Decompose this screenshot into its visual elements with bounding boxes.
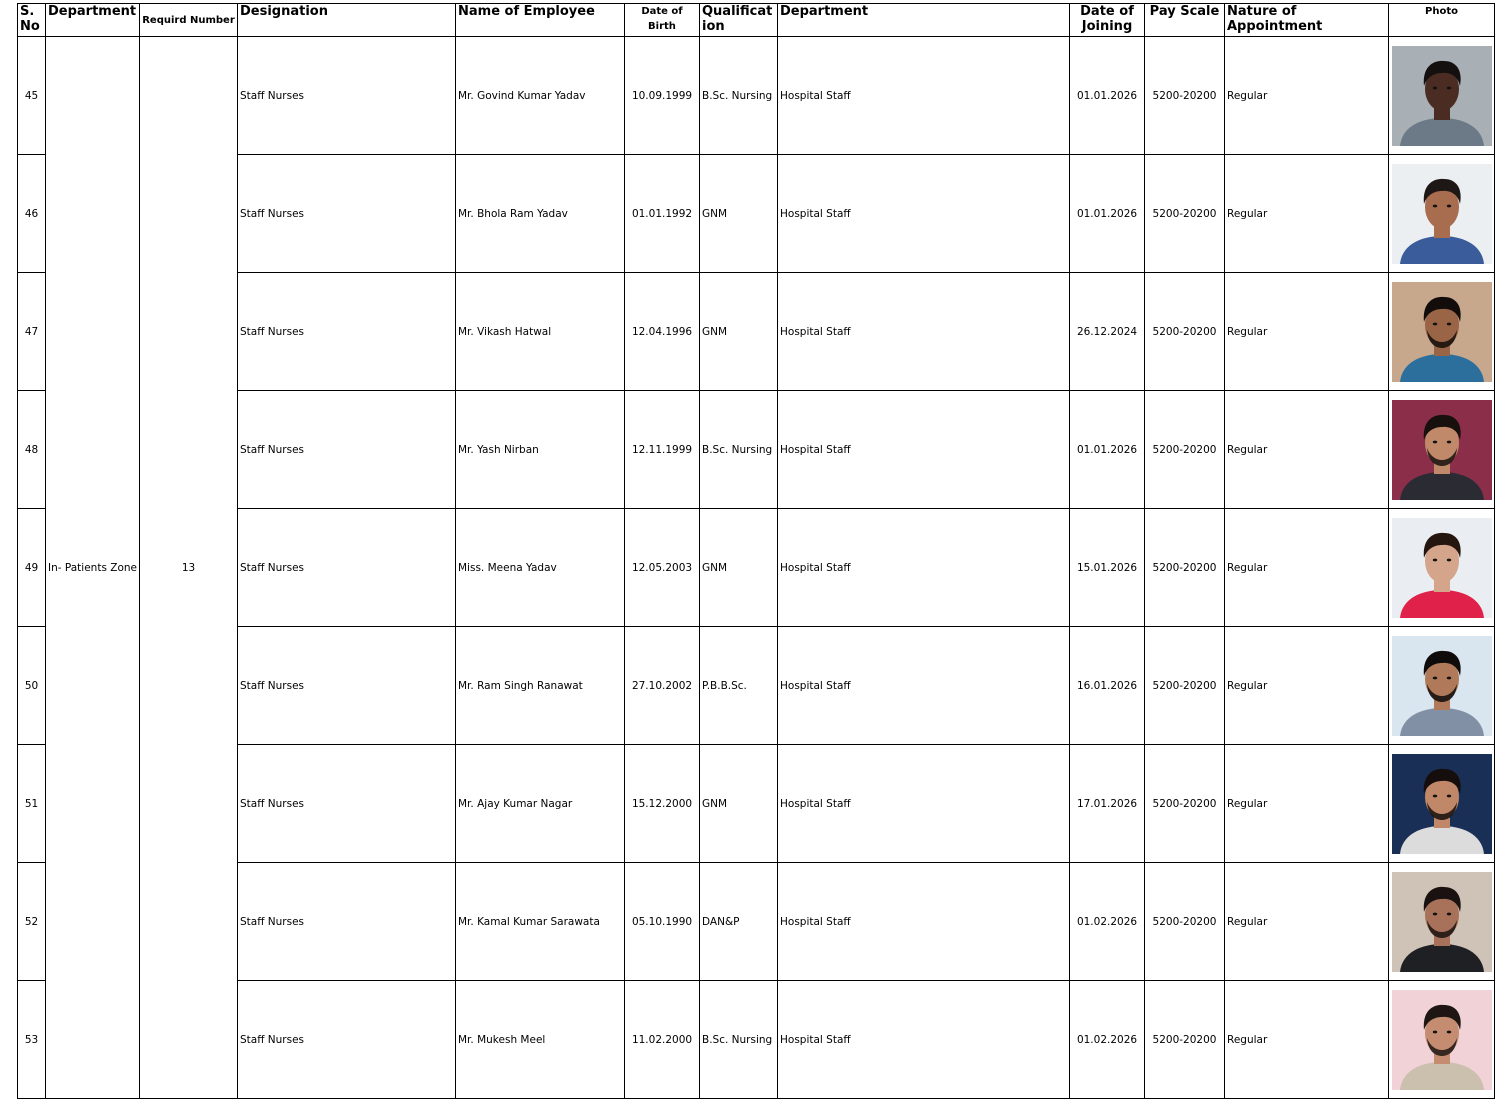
cell-department-2: Hospital Staff xyxy=(778,745,1070,863)
cell-pay-scale: 5200-20200 xyxy=(1145,37,1225,155)
employee-photo xyxy=(1392,872,1492,972)
cell-pay-scale: 5200-20200 xyxy=(1145,981,1225,1099)
cell-name: Miss. Meena Yadav xyxy=(456,509,625,627)
cell-dob: 11.02.2000 xyxy=(625,981,700,1099)
cell-sno: 51 xyxy=(18,745,46,863)
cell-sno: 52 xyxy=(18,863,46,981)
cell-nature: Regular xyxy=(1225,981,1389,1099)
table-row xyxy=(18,745,1495,863)
cell-photo xyxy=(1389,509,1495,627)
cell-department-2: Hospital Staff xyxy=(778,273,1070,391)
cell-designation: Staff Nurses xyxy=(238,37,456,155)
cell-doj: 17.01.2026 xyxy=(1070,745,1145,863)
cell-photo xyxy=(1389,391,1495,509)
cell-qualification: GNM xyxy=(700,273,778,391)
header-doj: Date of Joining xyxy=(1070,4,1145,37)
header-photo: Photo xyxy=(1389,4,1495,37)
cell-sno: 50 xyxy=(18,627,46,745)
cell-name: Mr. Ram Singh Ranawat xyxy=(456,627,625,745)
cell-dob: 01.01.1992 xyxy=(625,155,700,273)
header-dob: Date of Birth xyxy=(625,4,700,37)
cell-designation: Staff Nurses xyxy=(238,509,456,627)
cell-qualification: GNM xyxy=(700,745,778,863)
cell-photo xyxy=(1389,863,1495,981)
cell-pay-scale: 5200-20200 xyxy=(1145,391,1225,509)
cell-pay-scale: 5200-20200 xyxy=(1145,155,1225,273)
cell-photo xyxy=(1389,37,1495,155)
cell-sno: 45 xyxy=(18,37,46,155)
cell-designation: Staff Nurses xyxy=(238,273,456,391)
cell-department-2: Hospital Staff xyxy=(778,391,1070,509)
cell-dob: 10.09.1999 xyxy=(625,37,700,155)
cell-qualification: B.Sc. Nursing xyxy=(700,37,778,155)
employee-photo xyxy=(1392,990,1492,1090)
cell-name: Mr. Ajay Kumar Nagar xyxy=(456,745,625,863)
cell-dob: 15.12.2000 xyxy=(625,745,700,863)
cell-doj: 01.01.2026 xyxy=(1070,37,1145,155)
table-row xyxy=(18,37,1495,155)
table-row xyxy=(18,155,1495,273)
cell-nature: Regular xyxy=(1225,155,1389,273)
cell-photo xyxy=(1389,981,1495,1099)
cell-designation: Staff Nurses xyxy=(238,391,456,509)
cell-department-2: Hospital Staff xyxy=(778,37,1070,155)
header-department-2: Department xyxy=(778,4,1070,37)
cell-doj: 15.01.2026 xyxy=(1070,509,1145,627)
header-sno: S. No xyxy=(18,4,46,37)
header-required-number: Requird Number xyxy=(140,4,238,37)
cell-doj: 01.02.2026 xyxy=(1070,981,1145,1099)
cell-designation: Staff Nurses xyxy=(238,863,456,981)
cell-required-number: 13 xyxy=(140,37,238,1099)
cell-department-2: Hospital Staff xyxy=(778,863,1070,981)
cell-nature: Regular xyxy=(1225,863,1389,981)
header-nature: Nature of Appointment xyxy=(1225,4,1389,37)
cell-qualification: B.Sc. Nursing xyxy=(700,981,778,1099)
cell-sno: 49 xyxy=(18,509,46,627)
cell-nature: Regular xyxy=(1225,745,1389,863)
cell-doj: 26.12.2024 xyxy=(1070,273,1145,391)
employee-photo xyxy=(1392,636,1492,736)
cell-department-2: Hospital Staff xyxy=(778,155,1070,273)
table-header xyxy=(18,4,1495,37)
cell-qualification: DAN&P xyxy=(700,863,778,981)
cell-dob: 12.04.1996 xyxy=(625,273,700,391)
cell-qualification: B.Sc. Nursing xyxy=(700,391,778,509)
cell-doj: 01.02.2026 xyxy=(1070,863,1145,981)
cell-pay-scale: 5200-20200 xyxy=(1145,273,1225,391)
cell-qualification: GNM xyxy=(700,155,778,273)
cell-name: Mr. Bhola Ram Yadav xyxy=(456,155,625,273)
cell-nature: Regular xyxy=(1225,627,1389,745)
header-department: Department xyxy=(46,4,140,37)
cell-nature: Regular xyxy=(1225,509,1389,627)
cell-dob: 05.10.1990 xyxy=(625,863,700,981)
staff-table xyxy=(17,3,1495,1099)
cell-sno: 47 xyxy=(18,273,46,391)
cell-doj: 16.01.2026 xyxy=(1070,627,1145,745)
cell-sno: 46 xyxy=(18,155,46,273)
cell-designation: Staff Nurses xyxy=(238,627,456,745)
table-row xyxy=(18,509,1495,627)
cell-name: Mr. Vikash Hatwal xyxy=(456,273,625,391)
cell-photo xyxy=(1389,155,1495,273)
table-row xyxy=(18,863,1495,981)
employee-photo xyxy=(1392,518,1492,618)
cell-designation: Staff Nurses xyxy=(238,745,456,863)
cell-pay-scale: 5200-20200 xyxy=(1145,863,1225,981)
cell-dob: 12.11.1999 xyxy=(625,391,700,509)
cell-department-2: Hospital Staff xyxy=(778,627,1070,745)
employee-photo xyxy=(1392,164,1492,264)
employee-photo xyxy=(1392,400,1492,500)
cell-department: In- Patients Zone xyxy=(46,37,140,1099)
cell-designation: Staff Nurses xyxy=(238,981,456,1099)
header-pay-scale: Pay Scale xyxy=(1145,4,1225,37)
table-row xyxy=(18,627,1495,745)
cell-photo xyxy=(1389,627,1495,745)
cell-pay-scale: 5200-20200 xyxy=(1145,627,1225,745)
cell-qualification: P.B.B.Sc. xyxy=(700,627,778,745)
cell-name: Mr. Yash Nirban xyxy=(456,391,625,509)
employee-photo xyxy=(1392,46,1492,146)
cell-doj: 01.01.2026 xyxy=(1070,155,1145,273)
employee-photo xyxy=(1392,282,1492,382)
cell-name: Mr. Govind Kumar Yadav xyxy=(456,37,625,155)
cell-nature: Regular xyxy=(1225,391,1389,509)
employee-photo xyxy=(1392,754,1492,854)
cell-dob: 12.05.2003 xyxy=(625,509,700,627)
cell-name: Mr. Kamal Kumar Sarawata xyxy=(456,863,625,981)
cell-department-2: Hospital Staff xyxy=(778,509,1070,627)
table-row xyxy=(18,273,1495,391)
cell-pay-scale: 5200-20200 xyxy=(1145,745,1225,863)
cell-dob: 27.10.2002 xyxy=(625,627,700,745)
cell-photo xyxy=(1389,745,1495,863)
cell-pay-scale: 5200-20200 xyxy=(1145,509,1225,627)
table-row xyxy=(18,391,1495,509)
table-row xyxy=(18,981,1495,1099)
table-body xyxy=(18,37,1495,1099)
header-designation: Designation xyxy=(238,4,456,37)
cell-doj: 01.01.2026 xyxy=(1070,391,1145,509)
cell-photo xyxy=(1389,273,1495,391)
cell-name: Mr. Mukesh Meel xyxy=(456,981,625,1099)
cell-department-2: Hospital Staff xyxy=(778,981,1070,1099)
cell-nature: Regular xyxy=(1225,37,1389,155)
header-name: Name of Employee xyxy=(456,4,625,37)
cell-nature: Regular xyxy=(1225,273,1389,391)
cell-qualification: GNM xyxy=(700,509,778,627)
cell-designation: Staff Nurses xyxy=(238,155,456,273)
header-qualification: Qualification xyxy=(700,4,778,37)
cell-sno: 53 xyxy=(18,981,46,1099)
cell-sno: 48 xyxy=(18,391,46,509)
